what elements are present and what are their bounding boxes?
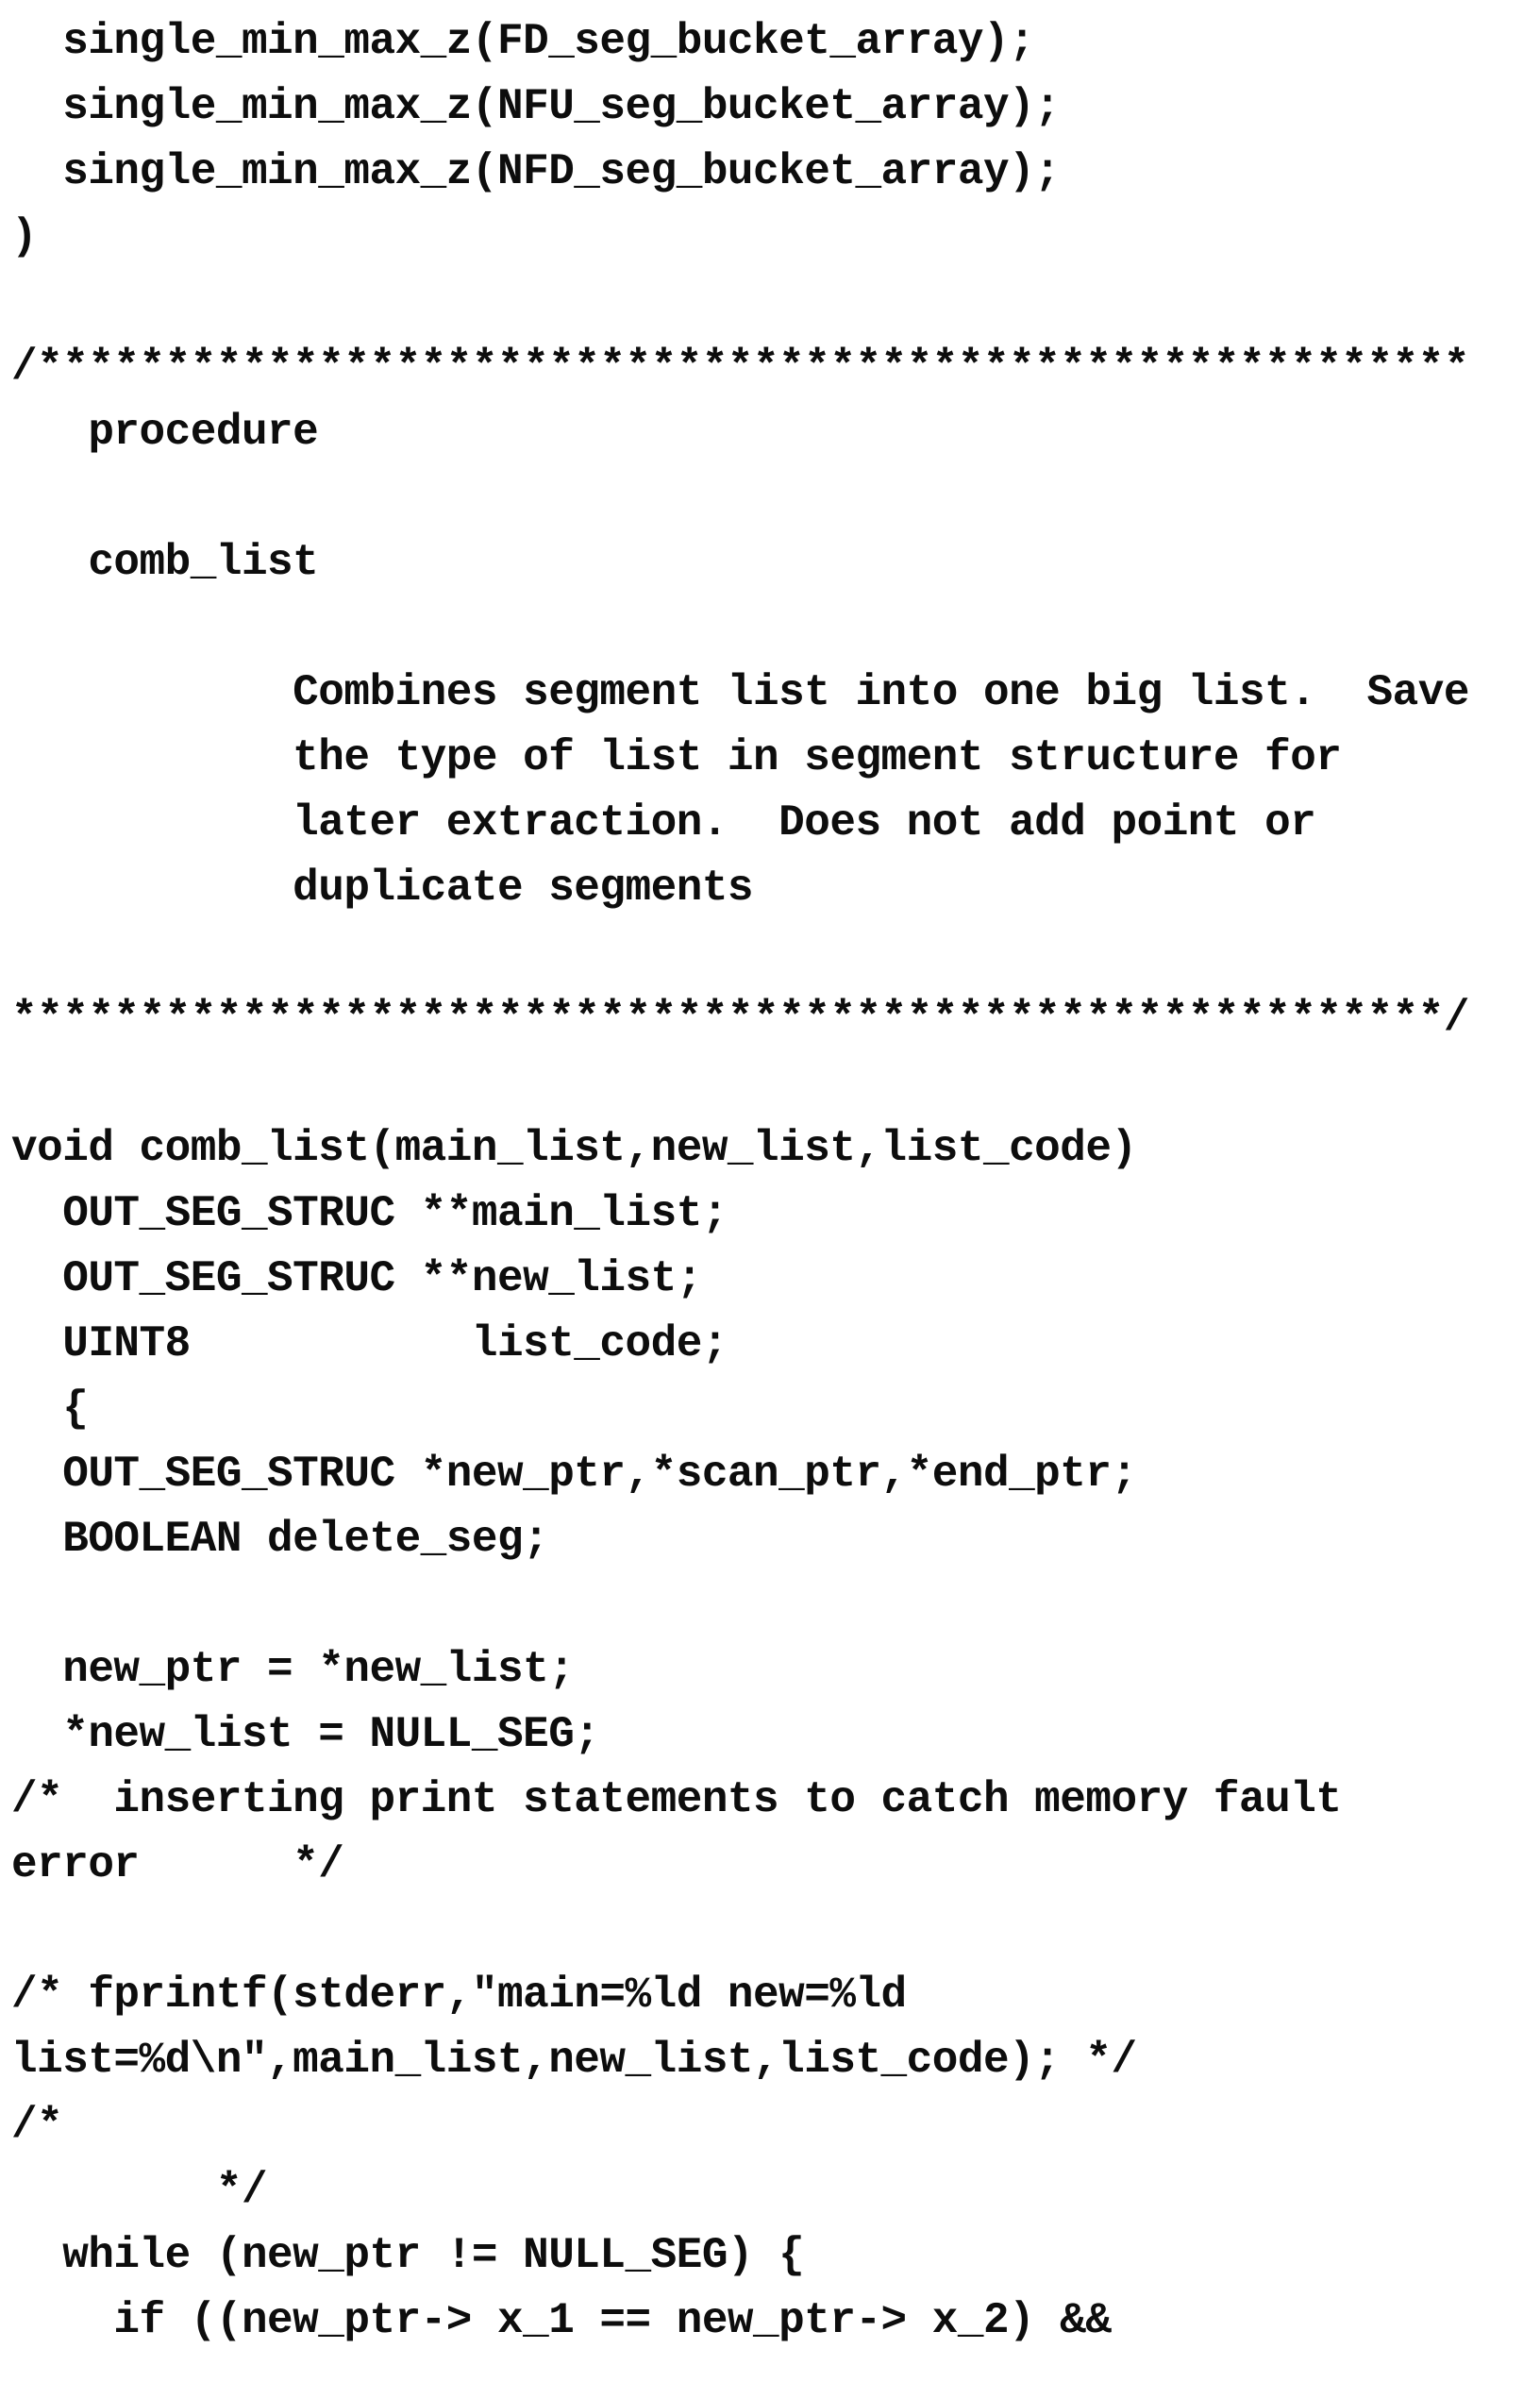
code-listing: single_min_max_z(FD_seg_bucket_array); single_min_max_z(NFU_seg_bucket_array); single_min_max_z(NFD_seg_bucket_array); ) /******************************************************** procedure comb_list Combines segment list into one big list. Save the type of list in segment structure for later extraction. Does not add point or duplicate segments ********************************************************/ void comb_list(main_list,new_list,list_code) OUT_SEG_STRUC **main_list; OUT_SEG_STRUC **new_list; UINT8 list_code; { OUT_SEG_STRUC *new_ptr,*scan_ptr,*end_ptr; BOOLEAN delete_seg; new_ptr = *new_list; *new_list = NULL_SEG; /* inserting print statements to catch memory fault error */ /* fprintf(stderr,"main=%ld new=%ld list=%d\n",main_list,new_list,list_code); */ /* */ while (new_ptr != NULL_SEG) { if ((new_ptr-> x_1 == new_ptr-> x_2) && — [11, 17, 1469, 2345]
